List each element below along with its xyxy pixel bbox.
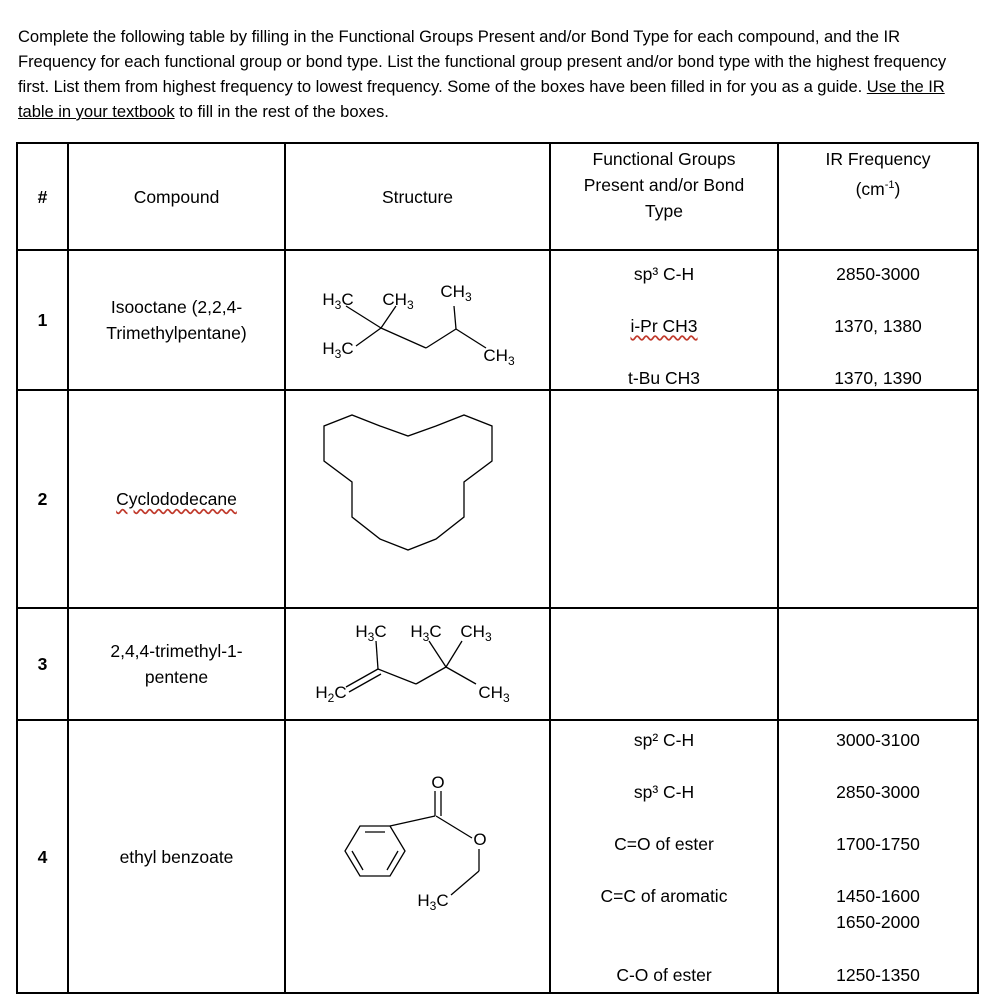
row-4-groups [550,720,778,993]
row-4-structure [285,720,550,993]
header-ir-frequency-main: IR Frequency [825,149,931,169]
row-1-groups [550,250,778,390]
row-4-group-5: C-O of ester [616,964,712,985]
row-4-group-1: sp² C-H [633,729,695,750]
cyclododecane-ring [324,415,492,550]
row-1-structure [285,250,550,390]
eb-label-3: $H_3C$ [417,891,449,913]
row-3-groups [550,608,778,720]
header-compound: Compound [68,143,285,250]
iso-label-5: $CH_3$ [483,346,515,368]
instructions-part1: Complete the following table by filling in the Functional Groups Present and/or Bond Type for each compound, and the IR Frequency for each functional group or bond type. List the functional group present and/or bond type with the highest frequency first. List them from highest frequency to lowest frequency. Some of the boxes have been filled in for you as a guide. [18,27,947,96]
row-1-group-1: sp³ C-H [633,263,695,284]
row-1-freq-2: 1370, 1380 [834,315,922,336]
row-3-compound-text: 2,4,4-trimethyl-1-pentene [110,641,243,687]
row-4-freq-6: 1250-1350 [836,964,920,985]
row-4-freq-3: 1700-1750 [836,833,920,854]
row-4-freq-2: 2850-3000 [836,781,920,802]
header-row [17,143,978,250]
tmp-label-3: $CH_3$ [460,622,492,644]
row-3-number: 3 [17,608,68,720]
iso-label-4: $H_3C$ [322,339,354,361]
instructions-part2: to fill in the rest of the boxes. [174,102,389,121]
row-4-group-3: C=O of ester [614,833,714,854]
row-4-freq-5: 1650-2000 [836,911,920,932]
isooctane-structure-diagram [286,251,549,382]
row-2-number: 2 [17,390,68,608]
tmp-label-2: $H_3C$ [410,622,442,644]
row-4-compound: ethyl benzoate [68,720,285,993]
row-2-frequencies [778,390,978,608]
row-2-compound-text: Cyclododecane [116,489,237,509]
header-functional-groups [550,143,778,250]
trimethylpentene-structure-diagram [286,609,549,712]
iso-label-3: $CH_3$ [440,282,472,304]
row-1-group-3: t-Bu CH3 [628,367,700,388]
row-4-group-2: sp³ C-H [633,781,695,802]
row-4-group-4: C=C of aromatic [600,885,728,906]
tmp-label-5: $CH_3$ [478,683,510,705]
row-4-freq-4: 1450-1600 [836,885,920,906]
table-row-4 [17,720,978,993]
row-1-freq-3: 1370, 1390 [834,367,922,388]
ethyl-benzoate-structure-diagram [286,721,549,985]
row-4-frequencies [778,720,978,993]
row-2-groups [550,390,778,608]
row-1-number: 1 [17,250,68,390]
instructions-text [18,24,948,124]
ir-table [16,142,979,994]
table-row-3 [17,608,978,720]
header-structure: Structure [285,143,550,250]
row-1-group-2-text: i-Pr CH3 [630,315,698,336]
row-3-frequencies [778,608,978,720]
row-4-number: 4 [17,720,68,993]
iso-label-2: $CH_3$ [382,290,414,312]
row-3-compound [68,608,285,720]
row-2-structure [285,390,550,608]
row-3-structure [285,608,550,720]
iso-label-1: $H_3C$ [322,290,354,312]
row-1-freq-1: 2850-3000 [836,263,920,284]
row-1-compound-text: Isooctane (2,2,4-Trimethylpentane) [106,297,247,343]
header-ir-frequency [778,143,978,250]
header-num: # [17,143,68,250]
row-1-frequencies [778,250,978,390]
cyclododecane-structure-diagram [286,391,549,600]
row-1-group-2 [551,313,777,339]
header-ir-frequency-unit: $(cm^{-1})$ [855,178,901,199]
table-row-2 [17,390,978,608]
header-functional-groups-text: Functional Groups Present and/or Bond Type [583,149,745,221]
eb-label-1: O [431,773,445,792]
row-1-compound [68,250,285,390]
row-4-freq-1: 3000-3100 [836,729,920,750]
eb-label-2: O [473,830,487,849]
textbook-ir-table-link[interactable]: Use the IR table in your textbook [18,77,945,121]
table-row-1 [17,250,978,390]
row-2-compound [68,390,285,608]
tmp-label-1: $H_3C$ [355,622,387,644]
tmp-label-4: $H_2C$ [315,683,347,705]
